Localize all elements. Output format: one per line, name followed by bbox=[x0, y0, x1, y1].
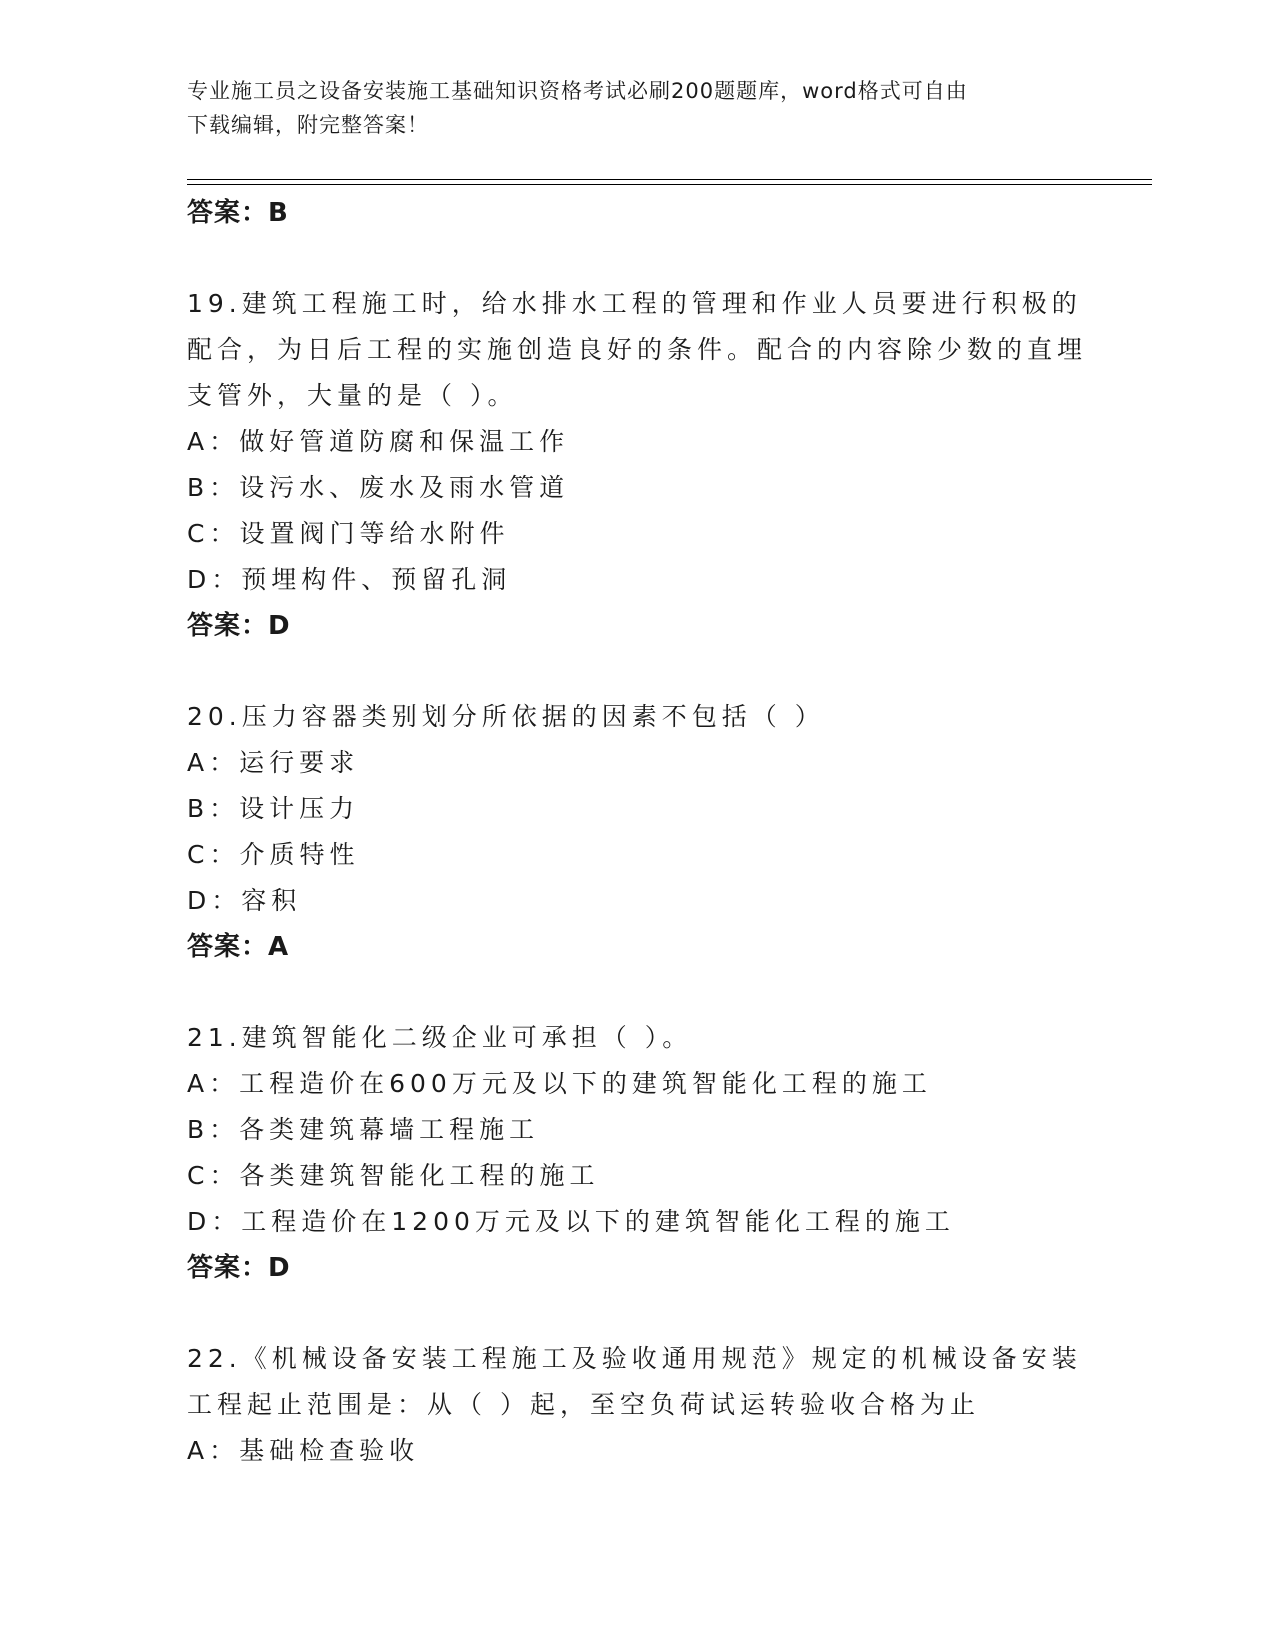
header-divider-top bbox=[187, 179, 1152, 180]
option-b: B：各类建筑幕墙工程施工 bbox=[187, 1115, 540, 1144]
option-b: B：设计压力 bbox=[187, 794, 360, 823]
spacer bbox=[187, 1291, 1107, 1336]
answer-label: 答案：D bbox=[187, 611, 291, 641]
option-a: A：做好管道防腐和保温工作 bbox=[187, 427, 570, 456]
document-header bbox=[187, 74, 1067, 142]
answer-label: 答案：D bbox=[187, 1253, 291, 1283]
option-c: C：各类建筑智能化工程的施工 bbox=[187, 1161, 600, 1190]
spacer bbox=[187, 236, 1107, 281]
question-text: 21.建筑智能化二级企业可承担（ ）。 bbox=[187, 1023, 693, 1052]
option-d: D：预埋构件、预留孔洞 bbox=[187, 565, 512, 594]
answer-label: 答案：B bbox=[187, 198, 289, 228]
spacer bbox=[187, 649, 1107, 694]
option-d: D：容积 bbox=[187, 886, 302, 915]
question-block bbox=[187, 1336, 1107, 1474]
question-block bbox=[187, 694, 1107, 970]
option-c: C：介质特性 bbox=[187, 840, 360, 869]
spacer bbox=[187, 970, 1107, 1015]
option-a: A：运行要求 bbox=[187, 748, 360, 777]
question-text: 19.建筑工程施工时，给水排水工程的管理和作业人员要进行积极的配合，为日后工程的实施创造良好的条件。配合的内容除少数的直埋支管外，大量的是（ ）。 bbox=[187, 289, 1088, 410]
question-text: 22.《机械设备安装工程施工及验收通用规范》规定的机械设备安装工程起止范围是：从（ ）起，至空负荷试运转验收合格为止 bbox=[187, 1344, 1082, 1419]
option-c: C：设置阀门等给水附件 bbox=[187, 519, 510, 548]
option-a: A：工程造价在600万元及以下的建筑智能化工程的施工 bbox=[187, 1069, 932, 1098]
header-line-2: 下载编辑，附完整答案！ bbox=[187, 113, 429, 137]
question-block bbox=[187, 1015, 1107, 1291]
question-list bbox=[187, 190, 1107, 1474]
option-d: D：工程造价在1200万元及以下的建筑智能化工程的施工 bbox=[187, 1207, 955, 1236]
option-a: A：基础检查验收 bbox=[187, 1436, 420, 1465]
answer-label: 答案：A bbox=[187, 932, 290, 962]
question-block bbox=[187, 281, 1107, 649]
option-b: B：设污水、废水及雨水管道 bbox=[187, 473, 570, 502]
header-divider-bottom bbox=[187, 184, 1152, 185]
question-text: 20.压力容器类别划分所依据的因素不包括（ ） bbox=[187, 702, 825, 731]
header-line-1: 专业施工员之设备安装施工基础知识资格考试必刷200题题库，word格式可自由 bbox=[187, 79, 968, 103]
